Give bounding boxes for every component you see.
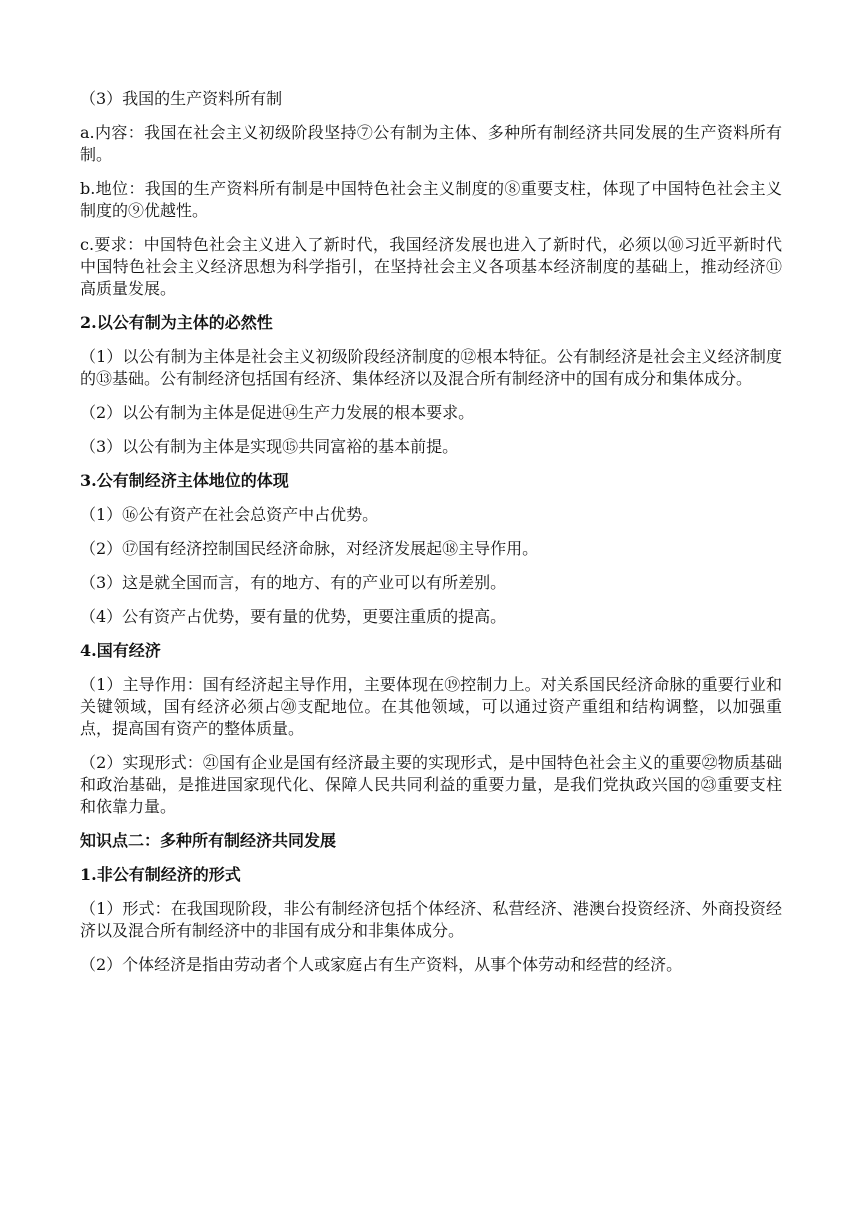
- paragraph: （3）这是就全国而言，有的地方、有的产业可以有所差别。: [80, 573, 507, 592]
- paragraph: c.要求：中国特色社会主义进入了新时代，我国经济发展也进入了新时代，必须以⑩习近平新时代中国特色社会主义经济思想为科学指引，在坚持社会主义各项基本经济制度的基础上，推动经济⑪高质量发展。: [80, 235, 782, 298]
- paragraph: （2）个体经济是指由劳动者个人或家庭占有生产资料，从事个体劳动和经营的经济。: [80, 955, 683, 974]
- paragraph: （1）形式：在我国现阶段，非公有制经济包括个体经济、私营经济、港澳台投资经济、外商投资经济以及混合所有制经济中的非国有成分和非集体成分。: [80, 899, 782, 940]
- paragraph: （2）以公有制为主体是促进⑭生产力发展的根本要求。: [80, 403, 475, 422]
- knowledge-point-heading: 知识点二：多种所有制经济共同发展: [80, 831, 337, 850]
- paragraph: （3）我国的生产资料所有制: [80, 89, 283, 108]
- paragraph: （3）以公有制为主体是实现⑮共同富裕的基本前提。: [80, 437, 459, 456]
- paragraph: （4）公有资产占优势，要有量的优势，更要注重质的提高。: [80, 607, 507, 626]
- paragraph: （1）主导作用：国有经济起主导作用，主要体现在⑲控制力上。对关系国民经济命脉的重要行业和关键领域，国有经济必须占⑳支配地位。在其他领域，可以通过资产重组和结构调整，以加强重点，提高国有资产的整体质量。: [80, 675, 782, 738]
- section-heading: 2.以公有制为主体的必然性: [80, 313, 273, 332]
- paragraph: （1）以公有制为主体是社会主义初级阶段经济制度的⑫根本特征。公有制经济是社会主义经济制度的⑬基础。公有制经济包括国有经济、集体经济以及混合所有制经济中的国有成分和集体成分。: [80, 347, 782, 388]
- paragraph: a.内容：我国在社会主义初级阶段坚持⑦公有制为主体、多种所有制经济共同发展的生产资料所有制。: [80, 123, 782, 164]
- document-body: [80, 88, 782, 988]
- section-heading: 1.非公有制经济的形式: [80, 865, 241, 884]
- section-heading: 4.国有经济: [80, 641, 161, 660]
- paragraph: （2）⑰国有经济控制国民经济命脉，对经济发展起⑱主导作用。: [80, 539, 539, 558]
- paragraph: （1）⑯公有资产在社会总资产中占优势。: [80, 505, 379, 524]
- paragraph: b.地位：我国的生产资料所有制是中国特色社会主义制度的⑧重要支柱，体现了中国特色社会主义制度的⑨优越性。: [80, 179, 782, 220]
- paragraph: （2）实现形式：㉑国有企业是国有经济最主要的实现形式，是中国特色社会主义的重要㉒物质基础和政治基础，是推进国家现代化、保障人民共同利益的重要力量，是我们党执政兴国的㉓重要支柱和依靠力量。: [80, 753, 782, 816]
- section-heading: 3.公有制经济主体地位的体现: [80, 471, 289, 490]
